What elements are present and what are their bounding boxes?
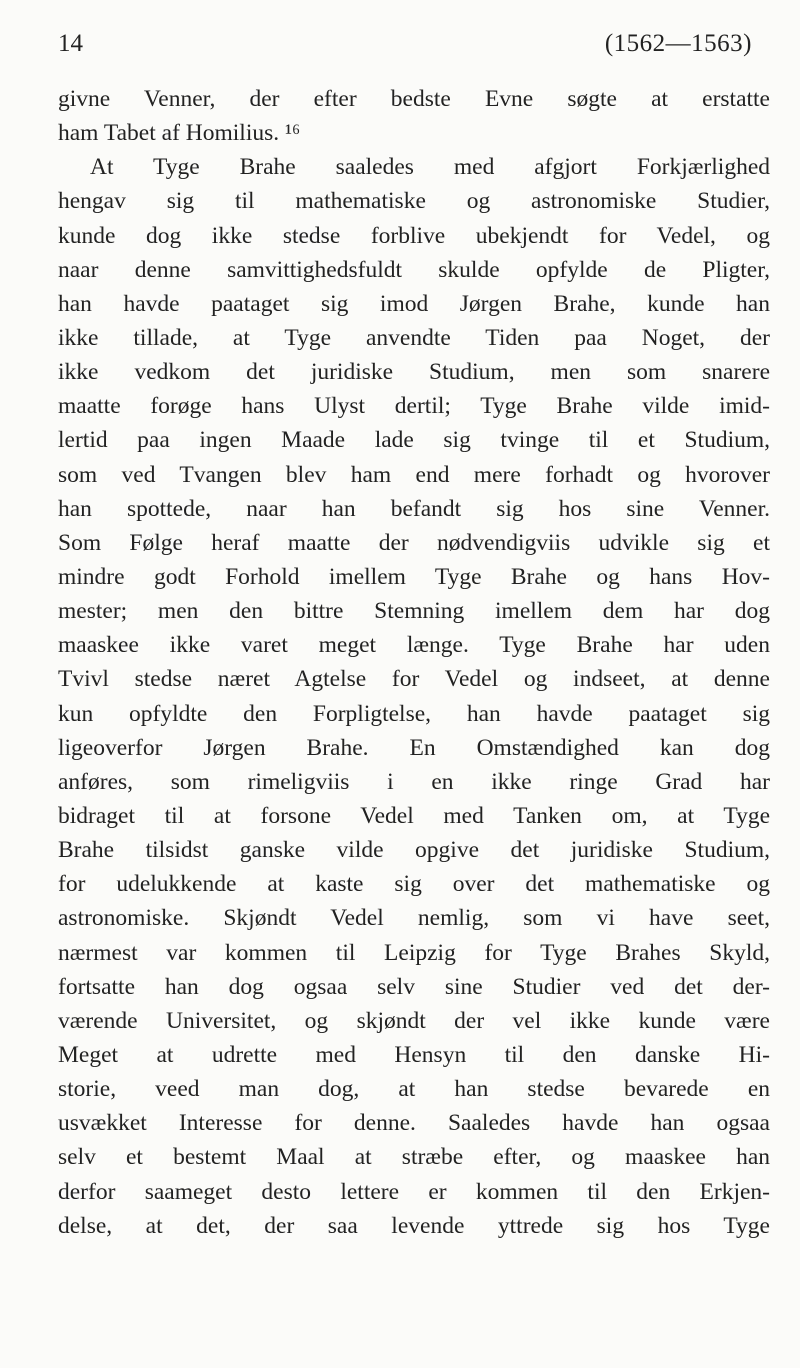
- text-line: lertid paa ingen Maade lade sig tvinge til et Studium,: [58, 427, 770, 454]
- page-header: [58, 30, 752, 60]
- text-line: astronomiske. Skjøndt Vedel nemlig, som vi have seet,: [58, 905, 770, 932]
- text-line: bidraget til at forsone Vedel med Tanken om, at Tyge: [58, 802, 770, 829]
- text-line: delse, at det, der saa levende yttrede sig hos Tyge: [58, 1212, 770, 1239]
- text-line: ligeoverfor Jørgen Brahe. En Omstændighed kan dog: [58, 734, 770, 761]
- text-line: derfor saameget desto lettere er kommen til den Erkjen-: [58, 1178, 770, 1205]
- text-line: fortsatte han dog ogsaa selv sine Studier ved det der-: [58, 973, 770, 1000]
- text-line: kun opfyldte den Forpligtelse, han havde paataget sig: [58, 700, 770, 727]
- text-line: Brahe tilsidst ganske vilde opgive det juridiske Studium,: [58, 837, 770, 864]
- text-line: værende Universitet, og skjøndt der vel ikke kunde være: [58, 1007, 770, 1034]
- text-line: ikke vedkom det juridiske Studium, men som snarere: [58, 359, 770, 386]
- running-head-years: (1562—1563): [604, 30, 752, 57]
- text-line: At Tyge Brahe saaledes med afgjort Forkjærlighed: [90, 154, 770, 181]
- text-line: mindre godt Forhold imellem Tyge Brahe og hans Hov-: [58, 563, 770, 590]
- text-line: for udelukkende at kaste sig over det mathematiske og: [58, 871, 770, 898]
- text-line: Som Følge heraf maatte der nødvendigviis udvikle sig et: [58, 529, 770, 556]
- text-line: ikke tillade, at Tyge anvendte Tiden paa Noget, der: [58, 324, 770, 351]
- page-number: 14: [58, 30, 83, 57]
- text-line: nærmest var kommen til Leipzig for Tyge Brahes Skyld,: [58, 939, 770, 966]
- text-line: givne Venner, der efter bedste Evne søgte at erstatte: [58, 86, 770, 112]
- text-line: som ved Tvangen blev ham end mere forhadt og hvorover: [58, 461, 770, 488]
- text-line: maaskee ikke varet meget længe. Tyge Brahe har uden: [58, 632, 770, 659]
- text-line: mester; men den bittre Stemning imellem dem har dog: [58, 598, 770, 625]
- text-line: ham Tabet af Homilius. ¹⁶: [58, 120, 301, 147]
- text-line: hengav sig til mathematiske og astronomiske Studier,: [58, 188, 770, 215]
- text-line: selv et bestemt Maal at stræbe efter, og maaskee han: [58, 1144, 770, 1171]
- text-line: naar denne samvittighedsfuldt skulde opfylde de Pligter,: [58, 256, 770, 283]
- text-line: kunde dog ikke stedse forblive ubekjendt for Vedel, og: [58, 222, 770, 249]
- text-line: maatte forøge hans Ulyst dertil; Tyge Brahe vilde imid-: [58, 393, 770, 420]
- text-line: usvækket Interesse for denne. Saaledes havde han ogsaa: [58, 1110, 770, 1137]
- text-line: han spottede, naar han befandt sig hos sine Venner.: [58, 495, 770, 522]
- text-line: Meget at udrette med Hensyn til den danske Hi-: [58, 1041, 770, 1068]
- body-text: [58, 82, 770, 1243]
- text-line: storie, veed man dog, at han stedse bevarede en: [58, 1076, 770, 1103]
- text-line: han havde paataget sig imod Jørgen Brahe, kunde han: [58, 290, 770, 317]
- text-line: Tvivl stedse næret Agtelse for Vedel og indseet, at denne: [58, 666, 770, 693]
- text-line: anføres, som rimeligviis i en ikke ringe Grad har: [58, 768, 770, 795]
